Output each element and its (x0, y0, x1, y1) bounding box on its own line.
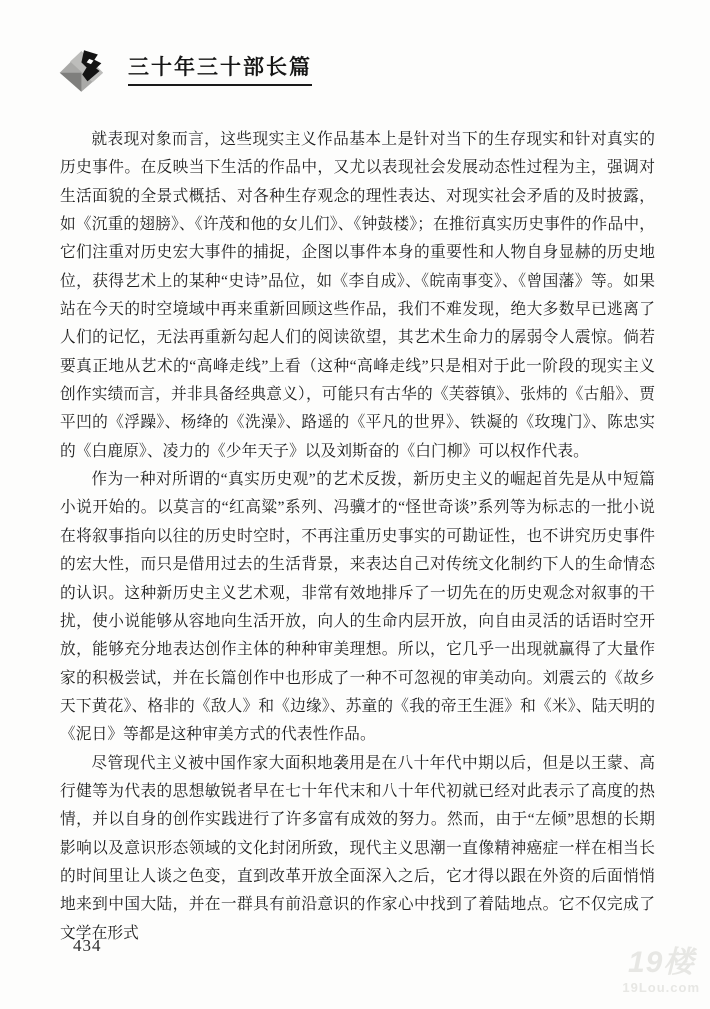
diamond-gem-logo-icon (58, 48, 110, 94)
chapter-header (58, 48, 312, 94)
paragraph-realism-works: 就表现对象而言，这些现实主义作品基本上是针对当下的生存现实和针对真实的历史事件。在反映当下生活的作品中，又尤以表现社会发展动态性过程为主，强调对生活面貌的全景式概括、对各种生存观念的理性表达、对现实社会矛盾的及时披露，如《沉重的翅膀》、《许茂和他的女儿们》、《钟鼓楼》；在推衍真实历史事件的作品中，它们注重对历史宏大事件的捕捉，企图以事件本身的重要性和人物自身显赫的历史地位，获得艺术上的某种“史诗”品位，如《李自成》、《皖南事变》、《曾国藩》等。如果站在今天的时空境域中再来重新回顾这些作品，我们不难发现，绝大多数早已逃离了人们的记忆，无法再重新勾起人们的阅读欲望，其艺术生命力的孱弱令人震惊。倘若要真正地从艺术的“高峰走线”上看（这种“高峰走线”只是相对于此一阶段的现实主义创作实绩而言，并非具备经典意义），可能只有古华的《芙蓉镇》、张炜的《古船》、贾平凹的《浮躁》、杨绛的《洗澡》、路遥的《平凡的世界》、铁凝的《玫瑰门》、陈忠实的《白鹿原》、凌力的《少年天子》以及刘斯奋的《白门柳》可以权作代表。 (60, 131, 655, 460)
page-number: 434 (73, 936, 102, 955)
watermark-logo-text: 19楼 (628, 946, 695, 979)
paragraph-new-historicism: 作为一种对所谓的“真实历史观”的艺术反拨，新历史主义的崛起首先是从中短篇小说开始的。以莫言的“红高粱”系列、冯骥才的“怪世奇谈”系列等为标志的一批小说在将叙事指向以往的历史时空时，不再注重历史事实的可勘证性，也不讲究历史事件的宏大性，而只是借用过去的生活背景，来表达自己对传统文化制约下人的生命情态的认识。这种新历史主义艺术观，非常有效地排斥了一切先在的历史观念对叙事的干扰，使小说能够从容地向生活开放，向人的生命内层开放，向自由灵活的话语时空开放，能够充分地表达创作主体的种种审美理想。所以，它几乎一出现就赢得了大量作家的积极尝试，并在长篇创作中也形成了一种不可忽视的审美动向。刘震云的《故乡天下黄花》、格非的《敌人》和《边缘》、苏童的《我的帝王生涯》和《米》、陆天明的《泥日》等都是这种审美方式的代表性作品。 (60, 471, 655, 744)
body-text (60, 126, 655, 948)
page-title: 三十年三十部长篇 (128, 56, 312, 86)
19lou-watermark (622, 948, 700, 994)
paragraph-modernism: 尽管现代主义被中国作家大面积地袭用是在八十年代中期以后，但是以王蒙、高行健等为代表的思想敏锐者早在七十年代末和八十年代初就已经对此表示了高度的热情，并以自身的创作实践进行了许多富有成效的努力。然而，由于“左倾”思想的长期影响以及意识形态领域的文化封闭所致，现代主义思潮一直像精神癌症一样在相当长的时间里让人谈之色变，直到改革开放全面深入之后，它才得以跟在外资的后面悄悄地来到中国大陆，并在一群具有前沿意识的作家心中找到了着陆地点。它不仅完成了文学在形式 (60, 754, 655, 942)
watermark-domain-text: 19Lou.com (622, 980, 700, 995)
